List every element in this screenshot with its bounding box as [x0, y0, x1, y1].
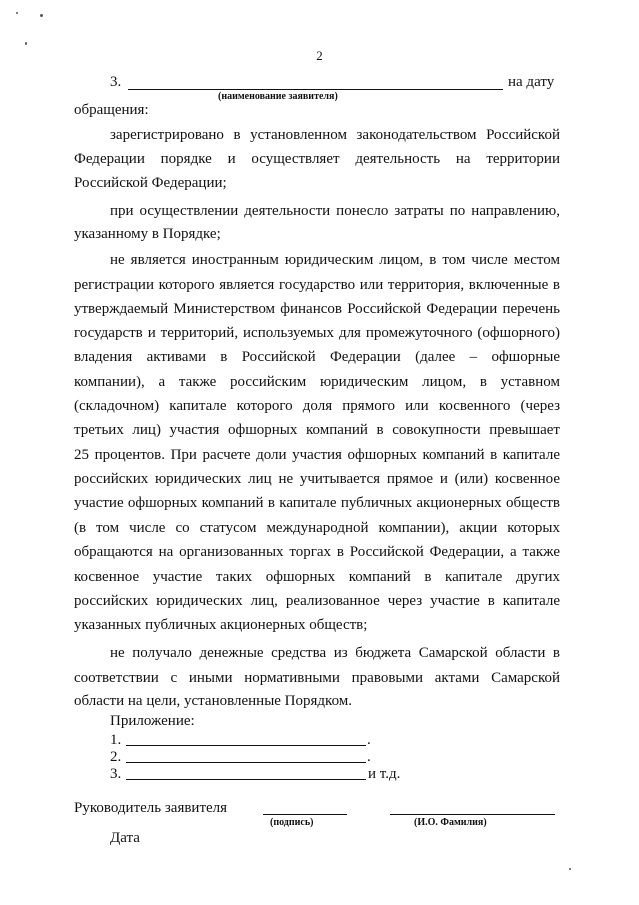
page-number: 2: [316, 48, 323, 63]
attachment-2-line: [126, 762, 366, 763]
item3-number: 3.: [110, 74, 122, 90]
applicant-caption: (наименование заявителя): [218, 91, 338, 102]
body-line: российских юридических лиц, реализованное через участие в капитале: [74, 593, 560, 609]
name-line: [390, 814, 555, 815]
body-line: указанному в Порядке;: [74, 226, 221, 242]
body-line: участие офшорных компаний в капитале публичных акционерных обществ: [74, 495, 560, 511]
body-line: области на цели, установленные Порядком.: [74, 693, 353, 709]
date-label: Дата: [110, 830, 140, 846]
scan-speck: [40, 14, 43, 17]
body-line: обращения:: [74, 102, 149, 118]
body-line: государств и территорий, используемых для промежуточного (офшорного): [74, 325, 560, 341]
scan-speck: [569, 868, 571, 870]
body-line: (складочном) капитале которого доля прямого или косвенного (через: [74, 398, 560, 414]
signature-caption: (подпись): [270, 817, 314, 828]
attachment-2-end: .: [367, 749, 371, 765]
attachment-3-line: [126, 779, 366, 780]
scan-speck: [25, 42, 27, 45]
applicant-name-line: [128, 89, 503, 90]
body-line: указанных публичных акционерных обществ;: [74, 617, 368, 633]
body-line: косвенное участие таких офшорных компаний в капитале других: [74, 569, 560, 585]
signature-label: Руководитель заявителя: [74, 800, 228, 816]
body-line: зарегистрировано в установленном законодательством Российской: [110, 127, 560, 143]
attachment-3-end: и т.д.: [368, 766, 401, 782]
name-caption: (И.О. Фамилия): [414, 817, 487, 828]
attachment-1-line: [126, 745, 366, 746]
body-line: обращаются на организованных торгах в Российской Федерации, а также: [74, 544, 560, 560]
attachment-1-end: .: [367, 732, 371, 748]
attachments-title: Приложение:: [110, 713, 195, 729]
body-line: (в том числе со статусом международной компании), акции которых: [74, 520, 560, 536]
body-line: не получало денежные средства из бюджета Самарской области в: [110, 645, 560, 661]
body-line: Российской Федерации;: [74, 175, 227, 191]
body-line: утверждаемый Министерством финансов Российской Федерации перечень: [74, 301, 560, 317]
attachment-3-number: 3.: [110, 766, 122, 782]
scan-speck: [16, 12, 18, 14]
body-line: регистрации которого является государство или территория, включенные в: [74, 277, 560, 293]
body-line: российских юридических лиц не учитывается прямое и (или) косвенное: [74, 471, 560, 487]
body-line: компании), а также российским юридическим лицом, в уставном: [74, 374, 560, 390]
body-line: Федерации порядке и осуществляет деятельность на территории: [74, 151, 560, 167]
signature-line: [263, 814, 347, 815]
body-line: соответствии с иными нормативными правовыми актами Самарской: [74, 670, 560, 686]
body-line: 25 процентов. При расчете доли участия офшорных компаний в капитале: [74, 447, 560, 463]
attachment-1-number: 1.: [110, 732, 122, 748]
attachment-2-number: 2.: [110, 749, 122, 765]
body-line: третьих лиц) участия офшорных компаний в совокупности превышает: [74, 422, 560, 438]
body-line: не является иностранным юридическим лицом, в том числе местом: [110, 252, 560, 268]
body-line: владения активами в Российской Федерации (далее – офшорные: [74, 349, 560, 365]
body-line: при осуществлении деятельности понесло затраты по направлению,: [110, 203, 560, 219]
item3-suffix: на дату: [508, 74, 555, 90]
